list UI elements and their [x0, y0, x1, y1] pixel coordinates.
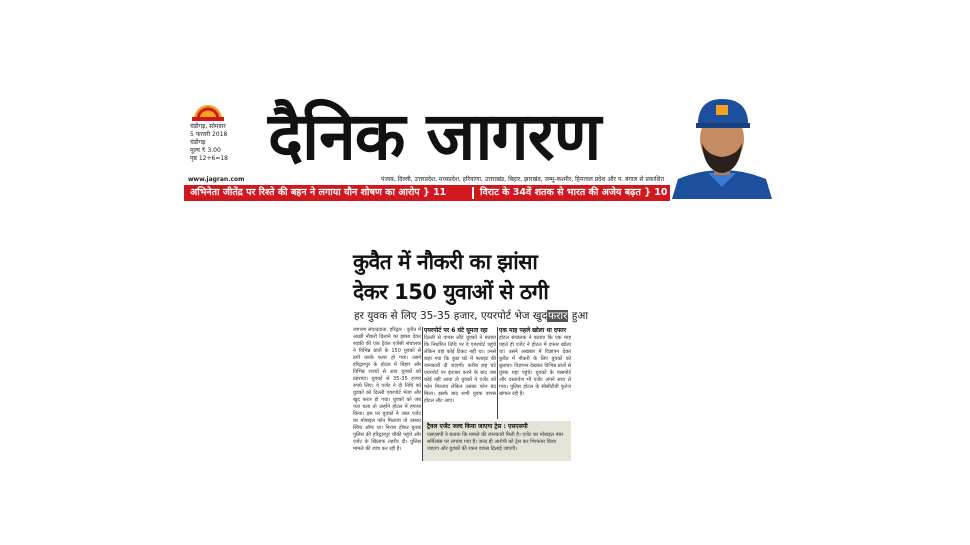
edition-info: [190, 123, 260, 163]
subhead-highlight: फरार: [548, 310, 568, 322]
article-column-3: होटल संचालक ने बताया कि एक माह पहले ही एजेंट ने होटल में दफ्तर खोला था। उसने अखबार में विज्ञापन देकर कुवैत में नौकरी के लिए युवकों को बुलाया। विज्ञापन देखकर विभिन्न प्रांतों से युवक यहां पहुंचे। युवकों के पासपोर्ट और दस्तावेज भी एजेंट अपने साथ ले गया। पुलिस होटल के सीसीटीवी फुटेज खंगाल रही है।: [499, 335, 571, 397]
column-2-title: एयरपोर्ट पर 6 घंटे घूमता रहा: [424, 327, 488, 334]
column-divider: [497, 327, 498, 419]
article-column-2: दिल्ली से वापस लौटे युवकों ने बताया कि निर्धारित तिथि पर वे एयरपोर्ट पहुंचे लेकिन वहां कोई टिकट नहीं था। उनसे कहा गया कि कुछ घंटे में फ्लाइट की जानकारी दी जाएगी। करीब छह घंटे एयरपोर्ट पर इंतजार करने के बाद जब कोई नहीं आया तो युवकों ने एजेंट को फोन मिलाया लेकिन उसका फोन बंद मिला। इसके बाद सभी युवक वापस होटल लौट आए।: [424, 335, 496, 404]
article-column-1: जागरण संवाददाता, हरिद्वार : कुवैत में अच्छी नौकरी दिलाने का झांसा देकर रुड़की की एक ट्रैवल एजेंसी संचालक ने विभिन्न प्रांतों के 150 युवकों से ठगी करके फरार हो गया। उसने हरिद्वारपुर के होटल में बिहार और विभिन्न राज्यों से आए युवकों को ठहराया। युवकों से 35-35 हजार रुपये लिए। वे एजेंट ने दी तिथि को युवकों को दिल्ली एयरपोर्ट भेजा और खुद फरार हो गया। युवकों को जब पता चला तो उन्होंने होटल में हंगामा किया। इस पर युवकों ने उक्त एजेंट का मोबाइल फोन मिलाया तो उसका स्विच ऑफ था। निराश होकर युवक पुलिस की हरिद्वारपुर चौकी पहुंचे और एजेंट के खिलाफ तहरीर दी। पुलिस मामले की जांच कर रही है।: [353, 327, 421, 452]
headline-line-2: देकर 150 युवाओं से ठगी: [353, 280, 549, 304]
news-clipping: [351, 245, 589, 463]
newspaper-masthead: [184, 85, 776, 201]
clipping-headline: [353, 247, 571, 307]
site-url: www.jagran.com: [188, 176, 245, 183]
edition-price: मूल्य ₹ 3.00: [190, 147, 221, 154]
column-3-title: एक माह पहले खोला था दफ्तर: [499, 327, 567, 334]
clipping-subhead: [354, 309, 589, 323]
edition-date: चंडीगढ़, सोमवार: [190, 123, 226, 130]
headline-separator: [472, 187, 474, 199]
sidebar-box: [423, 421, 571, 461]
subhead-text: हर युवक से लिए 35-35 हजार, एयरपोर्ट भेज खुद: [354, 310, 548, 322]
box-text: एसएसपी ने बताया कि मामले की जानकारी मिली है। एजेंट का मोबाइल नंबर सर्विलांस पर लगाया गया है। जल्द ही आरोपी को ट्रेस कर गिरफ्तार किया जाएगा और युवकों की रकम वापस दिलाई जाएगी।: [427, 432, 564, 452]
subhead-end: हुआ: [568, 310, 589, 322]
edition-city: चंडीगढ़: [190, 139, 206, 146]
headlines-bar: [184, 185, 670, 201]
sun-logo-icon: [192, 95, 224, 121]
box-title: ट्रैवल एजेंट जल्द किया जाएगा ट्रेस : एसएसपी: [427, 423, 528, 430]
site-row: [184, 175, 670, 185]
newspaper-title: दैनिक जागरण: [268, 98, 601, 175]
top-headline-left: अभिनेता जीतेंद्र पर रिश्ते की बहन ने लगाया यौन शोषण का आरोप } 11: [190, 187, 447, 198]
headline-line-1: कुवैत में नौकरी का झांसा: [353, 250, 538, 274]
player-photo-icon: [668, 91, 776, 199]
edition-pages: पृष्ठ 12+6=18: [190, 155, 228, 162]
edition-day: 5 फरवरी 2018: [190, 131, 228, 138]
top-headline-right: विराट के 34वें शतक से भारत की अजेय बढ़त } 10: [480, 187, 668, 198]
regions-line: पंजाब, दिल्ली, उत्तरप्रदेश, मध्यप्रदेश, हरियाणा, उत्तराखंड, बिहार, झारखंड, जम्मू-कश्मीर, हिमाचल प्रदेश और प. बंगाल से प्रकाशित: [381, 176, 664, 183]
